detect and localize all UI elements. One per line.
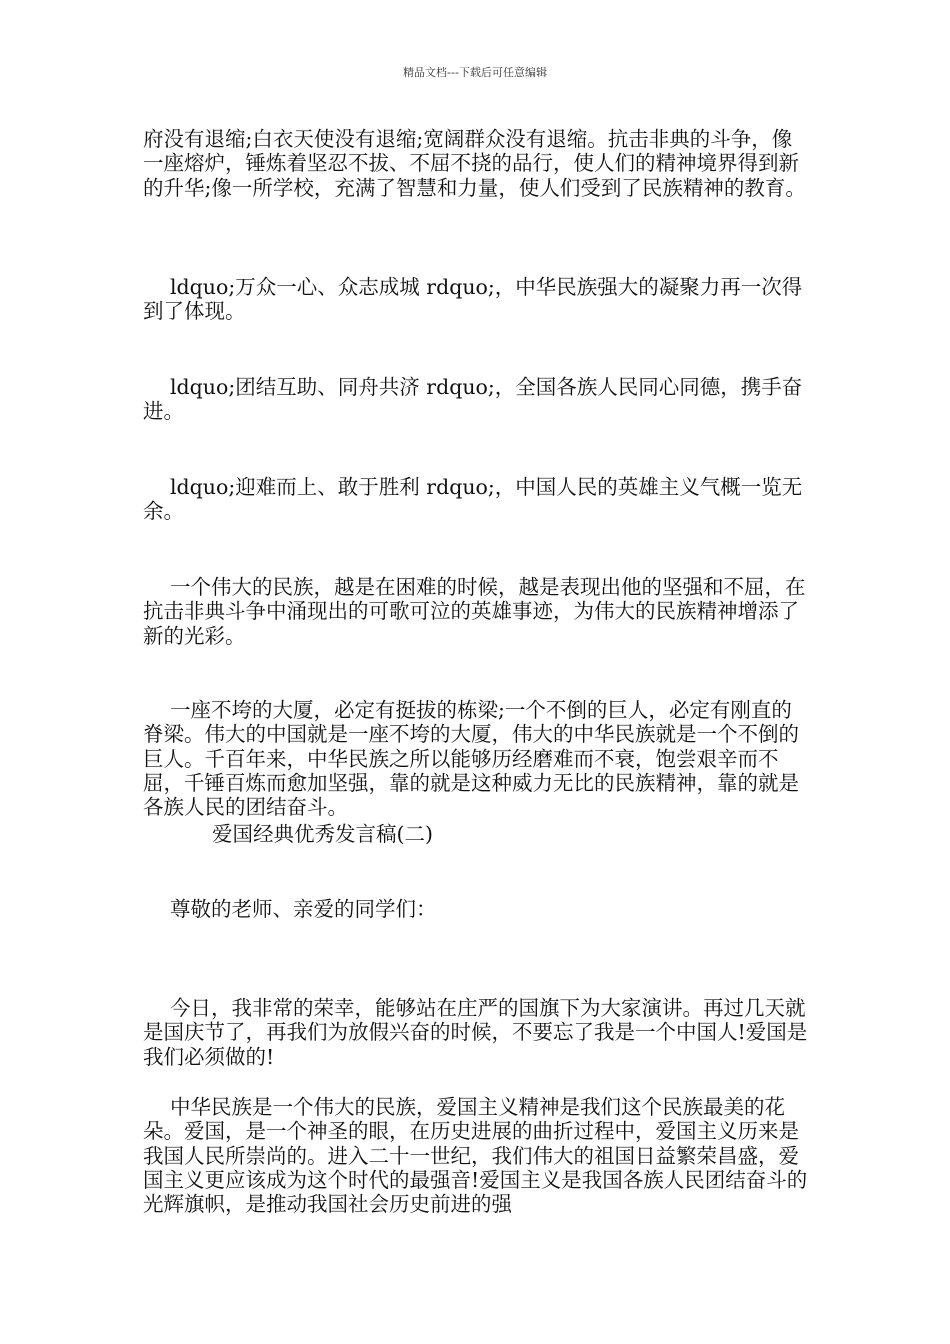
paragraph-2: ldquo;万众一心、众志成城 rdquo;，中华民族强大的凝聚力再一次得到了体现。	[143, 275, 803, 324]
salutation: 尊敬的老师、亲爱的同学们：	[170, 897, 437, 921]
paragraph-4: ldquo;迎难而上、敢于胜利 rdquo;，中国人民的英雄主义气概一览无余。	[143, 475, 803, 524]
paragraph-7: 今日，我非常的荣幸，能够站在庄严的国旗下为大家演讲。再过几天就是国庆节了，再我们为放假兴奋的时候，不要忘了我是一个中国人!爱国是我们必须做的!	[143, 996, 808, 1069]
section-title: 爱国经典优秀发言稿(二)	[212, 822, 433, 846]
paragraph-1: 府没有退缩;白衣天使没有退缩;宽阔群众没有退缩。抗击非典的斗争，像一座熔炉，锤炼着坚忍不拔、不屈不挠的品行，使人们的精神境界得到新的升华;像一所学校，充满了智慧和力量，使人们受到了民族精神的教育。	[143, 127, 806, 200]
paragraph-6: 一座不垮的大厦，必定有挺拔的栋梁;一个不倒的巨人，必定有刚直的脊梁。伟大的中国就是一座不垮的大厦，伟大的中华民族就是一个不倒的巨人。千百年来，中华民族之所以能够历经磨难而不衰，饱尝艰辛而不屈，千锤百炼而愈加坚强，靠的就是这种威力无比的民族精神，靠的就是各族人民的团结奋斗。	[143, 698, 799, 820]
paragraph-8: 中华民族是一个伟大的民族，爱国主义精神是我们这个民族最美的花朵。爱国，是一个神圣的眼，在历史进展的曲折过程中，爱国主义历来是我国人民所崇尚的。进入二十一世纪，我们伟大的祖国日益繁荣昌盛，爱国主义更应该成为这个时代的最强音!爱国主义是我国各族人民团结奋斗的光辉旗帜，是推动我国社会历史前进的强	[143, 1095, 808, 1217]
page-header: 精品文档---下载后可任意编辑	[403, 66, 547, 79]
paragraph-3: ldquo;团结互助、同舟共济 rdquo;，全国各族人民同心同德，携手奋进。	[143, 375, 803, 424]
paragraph-5: 一个伟大的民族，越是在困难的时候，越是表现出他的坚强和不屈，在抗击非典斗争中涌现出的可歌可泣的英雄事迹，为伟大的民族精神增添了新的光彩。	[143, 575, 806, 648]
